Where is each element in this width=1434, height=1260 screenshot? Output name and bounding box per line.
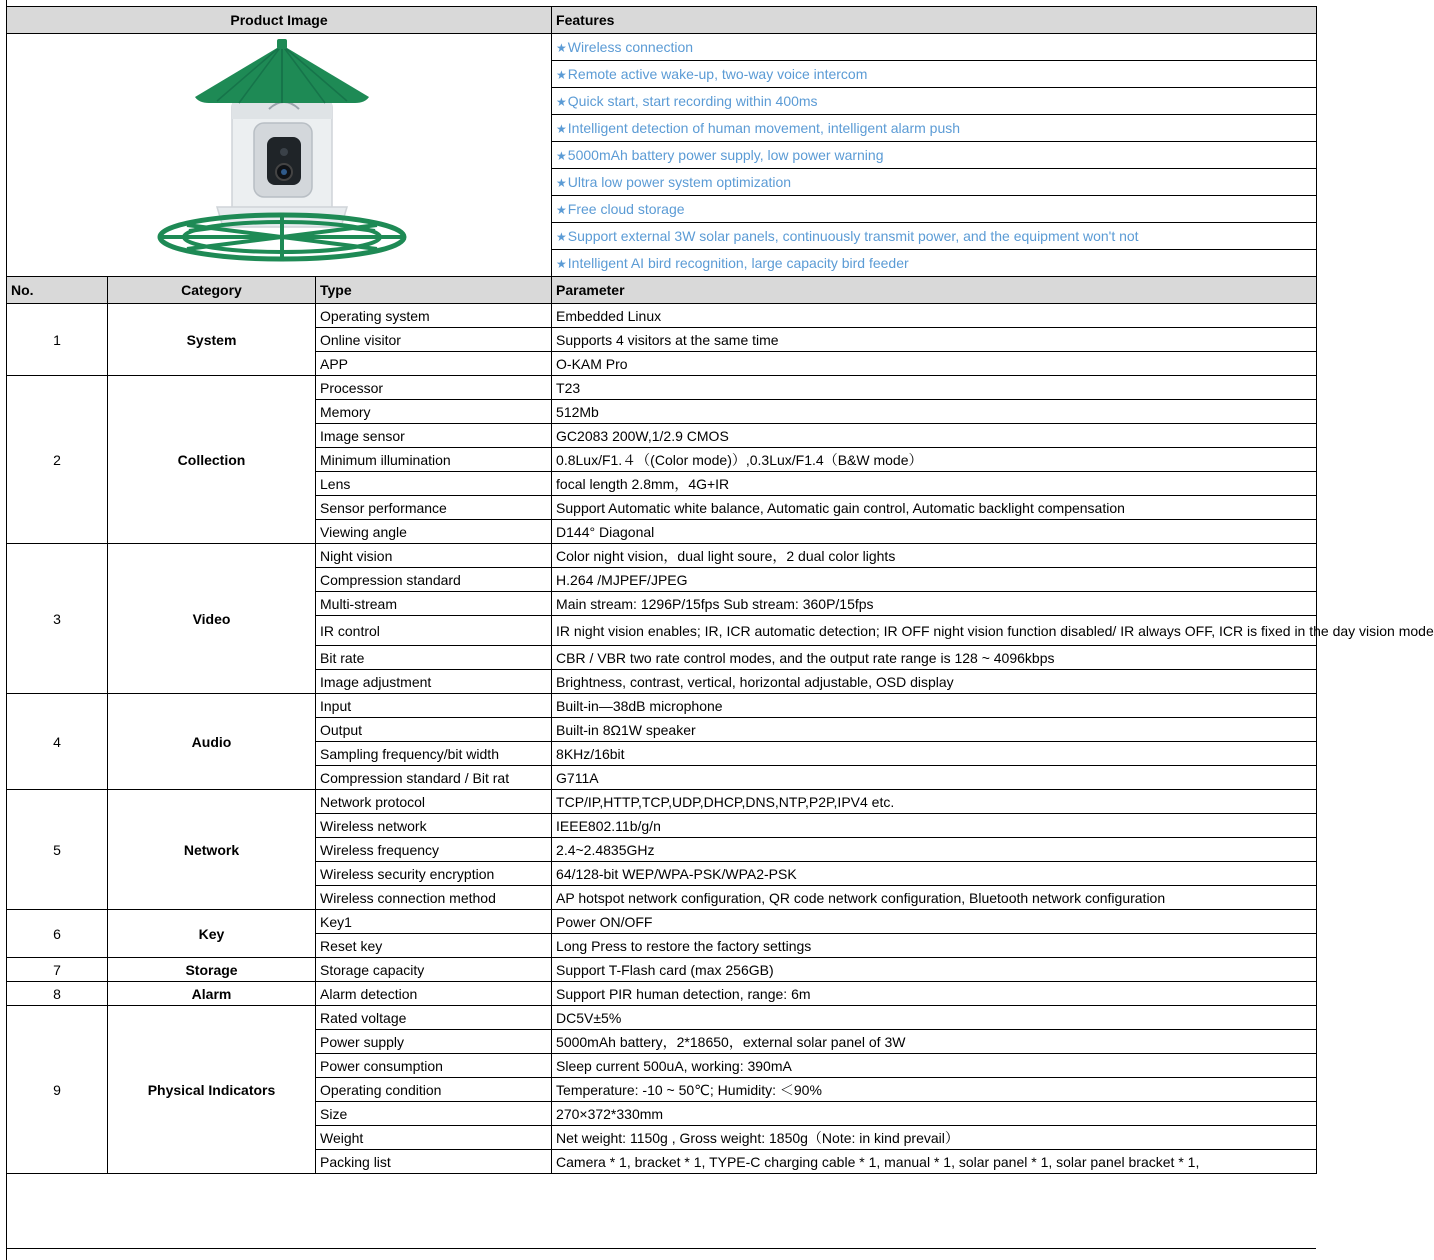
spec-type: Wireless network (316, 814, 552, 838)
star-icon: ★ (556, 202, 567, 217)
group-category: Key (108, 910, 316, 958)
spec-parameter: Support Automatic white balance, Automatic gain control, Automatic backlight compensation (552, 496, 1317, 520)
star-icon: ★ (556, 229, 567, 244)
spec-parameter: Color night vision，dual light soure，2 dual color lights (552, 544, 1317, 568)
spec-row (7, 544, 1317, 568)
category-header: Category (108, 277, 316, 304)
group-number: 2 (7, 376, 108, 544)
spec-row (7, 304, 1317, 328)
feature-text: Wireless connection (567, 38, 694, 55)
star-icon: ★ (556, 40, 567, 55)
spec-type: Reset key (316, 934, 552, 958)
feature-text: Support external 3W solar panels, continuously transmit power, and the equipment won't not (567, 227, 1139, 244)
spec-type: Viewing angle (316, 520, 552, 544)
spec-type: Alarm detection (316, 982, 552, 1006)
spec-type: Online visitor (316, 328, 552, 352)
spec-type: Operating condition (316, 1078, 552, 1102)
star-icon: ★ (556, 121, 567, 136)
spec-parameter: 270×372*330mm (552, 1102, 1317, 1126)
spec-type: Power consumption (316, 1054, 552, 1078)
group-number: 9 (7, 1006, 108, 1174)
spec-parameter: Temperature: -10 ~ 50℃; Humidity: ＜90% (552, 1078, 1317, 1102)
spec-type: Storage capacity (316, 958, 552, 982)
feature-text: Remote active wake-up, two-way voice intercom (567, 65, 868, 82)
product-image-header: Product Image (7, 7, 552, 34)
table-left-border (6, 0, 7, 1260)
feature-item (552, 196, 1317, 223)
spec-type: Processor (316, 376, 552, 400)
spec-parameter: Sleep current 500uA, working: 390mA (552, 1054, 1317, 1078)
spec-parameter: 8KHz/16bit (552, 742, 1317, 766)
star-icon: ★ (556, 175, 567, 190)
product-image-cell (7, 34, 552, 277)
spec-type: Sensor performance (316, 496, 552, 520)
feature-text: Ultra low power system optimization (567, 173, 792, 190)
spec-type: Power supply (316, 1030, 552, 1054)
spec-parameter: 512Mb (552, 400, 1317, 424)
group-category: Physical Indicators (108, 1006, 316, 1174)
spec-type: Image sensor (316, 424, 552, 448)
spec-type: Multi-stream (316, 592, 552, 616)
spec-parameter: Net weight: 1150g , Gross weight: 1850g（Note: in kind prevail） (552, 1126, 1317, 1150)
spec-parameter: Support T-Flash card (max 256GB) (552, 958, 1317, 982)
feature-item (552, 223, 1317, 250)
feature-item (552, 250, 1317, 277)
parameter-header-row (7, 277, 1317, 304)
spec-row (7, 376, 1317, 400)
type-header: Type (316, 277, 552, 304)
spec-type: Network protocol (316, 790, 552, 814)
group-category: Alarm (108, 982, 316, 1006)
group-category: Audio (108, 694, 316, 790)
star-icon: ★ (556, 67, 567, 82)
spec-parameter: O-KAM Pro (552, 352, 1317, 376)
feature-item (552, 88, 1317, 115)
spec-row (7, 790, 1317, 814)
feature-text: Quick start, start recording within 400ms (567, 92, 818, 109)
feature-text: Intelligent AI bird recognition, large capacity bird feeder (567, 254, 909, 271)
spec-type: Key1 (316, 910, 552, 934)
spec-type: Operating system (316, 304, 552, 328)
spec-type: Wireless security encryption (316, 862, 552, 886)
group-number: 3 (7, 544, 108, 694)
bird-feeder-camera-image (129, 39, 429, 269)
spec-parameter: focal length 2.8mm，4G+IR (552, 472, 1317, 496)
spec-row (7, 1006, 1317, 1030)
group-number: 4 (7, 694, 108, 790)
spec-parameter: 0.8Lux/F1.４（(Color mode)）,0.3Lux/F1.4（B&W mode） (552, 448, 1317, 472)
spec-type: Image adjustment (316, 670, 552, 694)
feature-text: Intelligent detection of human movement, intelligent alarm push (567, 119, 961, 136)
features-header-row (7, 7, 1317, 34)
spec-type: Packing list (316, 1150, 552, 1174)
spec-table (6, 6, 1434, 1174)
spec-type: Rated voltage (316, 1006, 552, 1030)
spec-parameter: Long Press to restore the factory settings (552, 934, 1317, 958)
spec-type: Minimum illumination (316, 448, 552, 472)
group-number: 5 (7, 790, 108, 910)
spec-type: Compression standard (316, 568, 552, 592)
spec-parameter: IEEE802.11b/g/n (552, 814, 1317, 838)
feature-row (7, 34, 1317, 61)
spec-parameter: T23 (552, 376, 1317, 400)
spec-type: Input (316, 694, 552, 718)
spec-type: Wireless connection method (316, 886, 552, 910)
feature-item (552, 34, 1317, 61)
spec-type: IR control (316, 616, 552, 646)
spec-type: Bit rate (316, 646, 552, 670)
spec-type: Weight (316, 1126, 552, 1150)
spec-parameter: CBR / VBR two rate control modes, and the output rate range is 128 ~ 4096kbps (552, 646, 1317, 670)
spec-parameter: Built-in 8Ω1W speaker (552, 718, 1317, 742)
group-number: 7 (7, 958, 108, 982)
spec-parameter: Brightness, contrast, vertical, horizontal adjustable, OSD display (552, 670, 1317, 694)
spec-parameter: Built-in—38dB microphone (552, 694, 1317, 718)
spec-parameter: H.264 /MJPEF/JPEG (552, 568, 1317, 592)
star-icon: ★ (556, 94, 567, 109)
table-bottom-border (6, 1248, 1316, 1249)
feature-item (552, 61, 1317, 88)
spec-parameter: 64/128-bit WEP/WPA-PSK/WPA2-PSK (552, 862, 1317, 886)
spec-parameter: Power ON/OFF (552, 910, 1317, 934)
spec-parameter: Camera * 1, bracket * 1, TYPE-C charging cable * 1, manual * 1, solar panel * 1, solar panel bracket * 1, (552, 1150, 1317, 1174)
group-number: 1 (7, 304, 108, 376)
feature-item (552, 142, 1317, 169)
spec-type: Lens (316, 472, 552, 496)
group-category: Video (108, 544, 316, 694)
spec-parameter: 2.4~2.4835GHz (552, 838, 1317, 862)
spec-type: Size (316, 1102, 552, 1126)
feature-text: 5000mAh battery power supply, low power warning (567, 146, 884, 163)
feature-text: Free cloud storage (567, 200, 685, 217)
group-number: 8 (7, 982, 108, 1006)
spec-parameter: Embedded Linux (552, 304, 1317, 328)
group-category: Network (108, 790, 316, 910)
star-icon: ★ (556, 148, 567, 163)
features-header: Features (552, 7, 1317, 34)
spec-type: Compression standard / Bit rat (316, 766, 552, 790)
spec-parameter: GC2083 200W,1/2.9 CMOS (552, 424, 1317, 448)
group-category: System (108, 304, 316, 376)
spec-row (7, 910, 1317, 934)
spec-parameter: TCP/IP,HTTP,TCP,UDP,DHCP,DNS,NTP,P2P,IPV4 etc. (552, 790, 1317, 814)
spec-row (7, 694, 1317, 718)
spec-parameter: DC5V±5% (552, 1006, 1317, 1030)
spec-parameter: Main stream: 1296P/15fps Sub stream: 360P/15fps (552, 592, 1317, 616)
spec-row (7, 982, 1317, 1006)
spec-type: Night vision (316, 544, 552, 568)
spec-parameter: AP hotspot network configuration, QR code network configuration, Bluetooth network configuration (552, 886, 1317, 910)
spec-type: Memory (316, 400, 552, 424)
spec-type: Output (316, 718, 552, 742)
spec-parameter: G711A (552, 766, 1317, 790)
parameter-header: Parameter (552, 277, 1317, 304)
spec-parameter: IR night vision enables; IR, ICR automatic detection; IR OFF night vision function disabled/ IR always OFF, ICR is fixed in the day vision mode (552, 616, 1317, 646)
spec-type: Wireless frequency (316, 838, 552, 862)
spec-parameter: D144° Diagonal (552, 520, 1317, 544)
spec-parameter: Supports 4 visitors at the same time (552, 328, 1317, 352)
feature-item (552, 169, 1317, 196)
spec-type: APP (316, 352, 552, 376)
group-category: Collection (108, 376, 316, 544)
no-header: No. (7, 277, 108, 304)
feature-item (552, 115, 1317, 142)
spec-type: Sampling frequency/bit width (316, 742, 552, 766)
group-number: 6 (7, 910, 108, 958)
star-icon: ★ (556, 256, 567, 271)
group-category: Storage (108, 958, 316, 982)
spec-parameter: 5000mAh battery，2*18650，external solar panel of 3W (552, 1030, 1317, 1054)
spec-parameter: Support PIR human detection, range: 6m (552, 982, 1317, 1006)
spec-row (7, 958, 1317, 982)
